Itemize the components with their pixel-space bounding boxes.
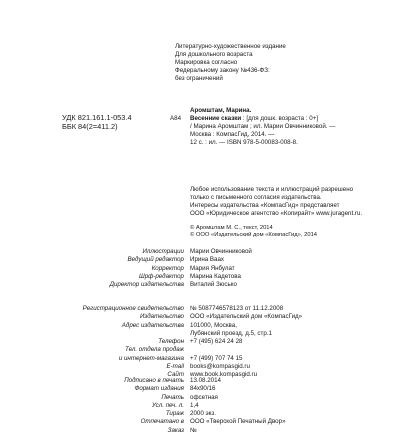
credit-value: Мария Янбулат	[190, 264, 235, 272]
credit-value: Марина Кадетова	[190, 272, 241, 280]
credit-label: Телефон	[158, 338, 184, 346]
credit-row	[0, 248, 416, 256]
credit-row	[0, 338, 416, 346]
credit-value: Виталий Зюсько	[190, 281, 237, 289]
credit-value: www.book.kompasgid.ru	[190, 371, 258, 379]
title-line	[190, 115, 390, 123]
copyright-line: © ООО «Издательский дом «КомпасГид», 2014	[190, 232, 318, 239]
publication-info	[175, 43, 286, 83]
udk-code: УДК 821.161.1-053.4	[62, 113, 132, 122]
classification-codes	[62, 113, 132, 131]
credit-label: Иллюстрации	[142, 248, 184, 255]
credit-label: Формат издания	[134, 385, 184, 393]
bbk-code: ББК 84(2=411.2)	[62, 122, 118, 131]
credit-row	[0, 305, 416, 313]
credit-row	[0, 322, 416, 330]
info-line: без ограничений	[175, 75, 223, 82]
book-title: Весенние сказки	[190, 115, 242, 122]
rights-line: Любое использование текста и иллюстраций разрешено	[190, 186, 354, 193]
credit-value: 13.08.2014	[190, 377, 221, 384]
credit-row	[0, 330, 416, 338]
credit-value: 1,4	[190, 401, 199, 409]
title-annotation: : [для дошк. возраста : 0+]	[241, 115, 319, 122]
credit-label: E-mail	[166, 363, 184, 371]
staff-credits	[0, 248, 416, 289]
author-mark: А84	[170, 115, 182, 122]
credit-value: Лубянский проезд, д.5, стр.1	[190, 329, 272, 337]
credit-label: Шрф-редактор	[139, 272, 184, 280]
copyright-notice	[190, 225, 317, 239]
credit-value: +7 (495) 624 24 28	[190, 338, 243, 346]
info-line: Для дошкольного возраста	[175, 51, 253, 58]
biblio-line: 12 с. : ил. — ISBN 978-5-00083-008-8.	[190, 139, 298, 146]
credit-value: 2000 экз.	[190, 410, 216, 418]
publisher-credits	[0, 305, 416, 380]
credit-row	[0, 273, 416, 281]
credit-value: +7 (499) 707 74 15	[190, 354, 243, 362]
info-line: Маркировка согласно	[175, 59, 238, 66]
credit-label: и интернет-магазина	[118, 354, 184, 362]
credit-label: Печать	[161, 393, 184, 401]
credit-label: Тел. отдела продаж	[125, 346, 184, 354]
credit-row	[0, 346, 416, 354]
credit-row	[0, 355, 416, 363]
credit-row	[0, 394, 416, 402]
biblio-line: / Марина Аромштам ; ил. Марии Овчинниковой. —	[190, 123, 336, 130]
credit-row	[0, 265, 416, 273]
credit-label: Усл. печ. л.	[151, 401, 184, 409]
credit-value: 84х90/16	[190, 385, 216, 393]
credit-label: Регистрационное свидетельство	[82, 305, 184, 312]
rights-notice	[190, 186, 390, 218]
credit-label: Корректор	[151, 264, 184, 272]
info-line: Федеральному закону №436-ФЗ:	[175, 67, 270, 74]
credit-label: Издательство	[139, 313, 184, 321]
bibliographic-record	[190, 107, 390, 147]
credit-label: Подписано в печать	[124, 377, 184, 384]
credit-label: Отпечатано в	[140, 418, 184, 426]
credit-value: Марии Овчинниковой	[190, 248, 252, 255]
credit-row	[0, 427, 416, 435]
credit-label: Тираж	[165, 410, 184, 418]
rights-line: Интересы издательства «КомпасГид» представляет	[190, 202, 340, 209]
credit-row	[0, 410, 416, 418]
info-line: Литературно-художественное издание	[175, 43, 286, 50]
author-name: Аромштам, Марина.	[190, 107, 252, 114]
copyright-line: © Аромштам М. С., текст, 2014	[190, 225, 273, 231]
credit-value: books@kompasgid.ru	[190, 363, 250, 371]
biblio-line: Москва : КомпасГид, 2014. —	[190, 131, 275, 138]
rights-line: только с письменного согласия издательства.	[190, 194, 322, 201]
credit-row	[0, 418, 416, 426]
credit-row	[0, 313, 416, 321]
credit-value: 101000, Москва,	[190, 321, 237, 329]
credit-row	[0, 402, 416, 410]
credit-row	[0, 363, 416, 371]
credit-row	[0, 385, 416, 393]
credit-value: № 5087746578123 от 11.12.2008	[190, 305, 284, 312]
credit-row	[0, 281, 416, 289]
credit-label: Заказ	[167, 426, 184, 434]
rights-line: ООО «Юридическое агентство «Копирайт» www.juragent.ru.	[190, 210, 363, 217]
credit-row	[0, 256, 416, 264]
credit-value: ООО «Издательский дом «КомпасГид»	[190, 313, 303, 321]
credit-value: офсетная	[190, 393, 218, 401]
printing-credits	[0, 377, 416, 435]
credit-label: Сайт	[167, 371, 184, 379]
credit-label: Адрес издательства	[121, 321, 184, 329]
credit-label: Ведущий редактор	[127, 256, 184, 264]
credit-value: ООО «Тверской Печатный Двор»	[190, 418, 286, 426]
credit-row	[0, 377, 416, 385]
credit-value: Ирина Ваах	[190, 256, 225, 264]
credit-value: №	[190, 426, 197, 434]
credit-label: Директор издательства	[109, 281, 184, 289]
